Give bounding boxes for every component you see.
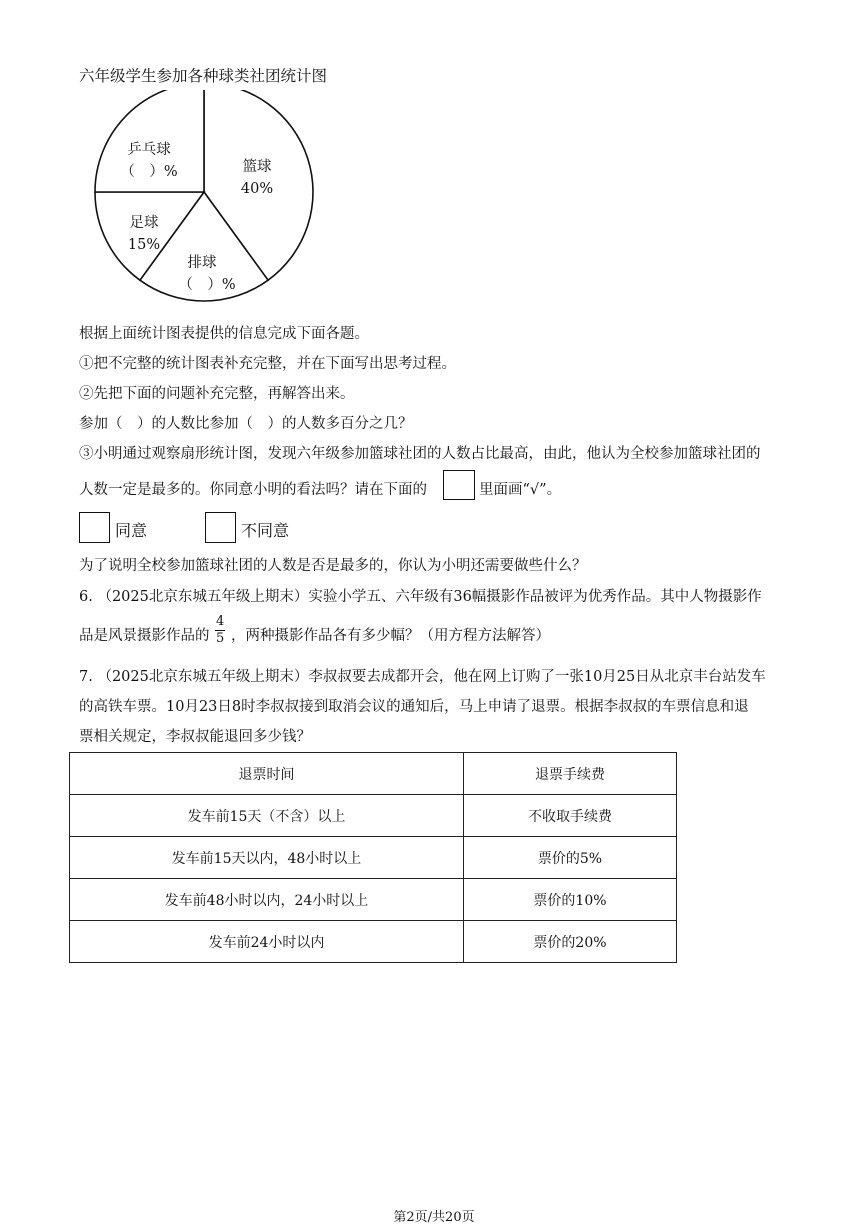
table-cell-fee: 票价的10% [463, 879, 676, 921]
disagree-label: 不同意 [241, 521, 290, 540]
intro-text: 根据上面统计图表提供的信息完成下面各题。 [79, 326, 369, 342]
slice-label-basketball-value: 40% [240, 181, 274, 197]
table-row [70, 795, 677, 837]
question-2-fill: 参加（ ）的人数比参加（ ）的人数多百分之几？ [79, 416, 413, 432]
agree-checkbox[interactable] [79, 512, 110, 543]
table-cell-fee: 票价的5% [463, 837, 676, 879]
question-2: ②先把下面的问题补充完整，再解答出来。 [79, 386, 355, 402]
inline-answer-box [443, 470, 475, 500]
slice-label-pingpong-name: 乒乓球 [127, 142, 171, 158]
question-3-follow: 为了说明全校参加篮球社团的人数是否是最多的，你认为小明还需要做些什么？ [79, 558, 587, 574]
slice-label-football-name: 足球 [129, 215, 159, 231]
fraction-four-fifths [215, 614, 225, 647]
slice-label-basketball-name: 篮球 [242, 159, 272, 175]
question-1: ①把不完整的统计图表补充完整，并在下面写出思考过程。 [79, 356, 456, 372]
table-header-fee: 退票手续费 [463, 753, 676, 795]
table-row [70, 879, 677, 921]
table-cell-time: 发车前15天（不含）以上 [70, 795, 464, 837]
table-cell-time: 发车前48小时以内，24小时以上 [70, 879, 464, 921]
disagree-checkbox[interactable] [205, 512, 236, 543]
fraction-denominator: 5 [216, 631, 225, 646]
problem-7-line2: 的高铁车票。10月23日8时李叔叔接到取消会议的通知后，马上申请了退票。根据李叔叔的车票信息和退 [79, 699, 749, 715]
problem-6-line1: 6. （2025北京东城五年级上期末）实验小学五、六年级有36幅摄影作品被评为优秀作品。其中人物摄影作 [79, 589, 762, 605]
table-cell-time: 发车前24小时以内 [70, 921, 464, 963]
slice-label-volleyball-value: （ ）% [178, 277, 236, 293]
slice-label-pingpong-value: （ ）% [120, 164, 178, 180]
slice-label-volleyball-name: 排球 [187, 255, 217, 271]
page-footer: 第2页/共20页 [393, 1210, 475, 1225]
table-row [70, 837, 677, 879]
pie-chart [90, 90, 320, 310]
slice-label-football-value: 15% [127, 237, 161, 253]
table-cell-time: 发车前15天以内，48小时以上 [70, 837, 464, 879]
problem-7-line1: 7. （2025北京东城五年级上期末）李叔叔要去成都开会，他在网上订购了一张10月25日从北京丰台站发车 [79, 669, 766, 685]
question-3-line2-after: 里面画“√”。 [479, 482, 562, 498]
question-3-line1: ③小明通过观察扇形统计图，发现六年级参加篮球社团的人数占比最高，由此，他认为全校参加篮球社团的 [79, 446, 761, 462]
chart-title: 六年级学生参加各种球类社团统计图 [79, 67, 328, 85]
problem-6-line2-after: ，两种摄影作品各有多少幅？（用方程方法解答） [231, 628, 550, 644]
table-header-time: 退票时间 [70, 753, 464, 795]
agree-label: 同意 [115, 521, 148, 540]
problem-7-line3: 票相关规定，李叔叔能退回多少钱？ [79, 729, 311, 745]
table-cell-fee: 票价的20% [463, 921, 676, 963]
refund-fee-table [69, 752, 677, 963]
table-row [70, 921, 677, 963]
problem-6-line2-before: 品是风景摄影作品的 [79, 628, 210, 644]
question-3-line2-before: 人数一定是最多的。你同意小明的看法吗？请在下面的 [79, 482, 427, 498]
table-cell-fee: 不收取手续费 [463, 795, 676, 837]
table-header-row [70, 753, 677, 795]
fraction-numerator: 4 [216, 614, 225, 629]
